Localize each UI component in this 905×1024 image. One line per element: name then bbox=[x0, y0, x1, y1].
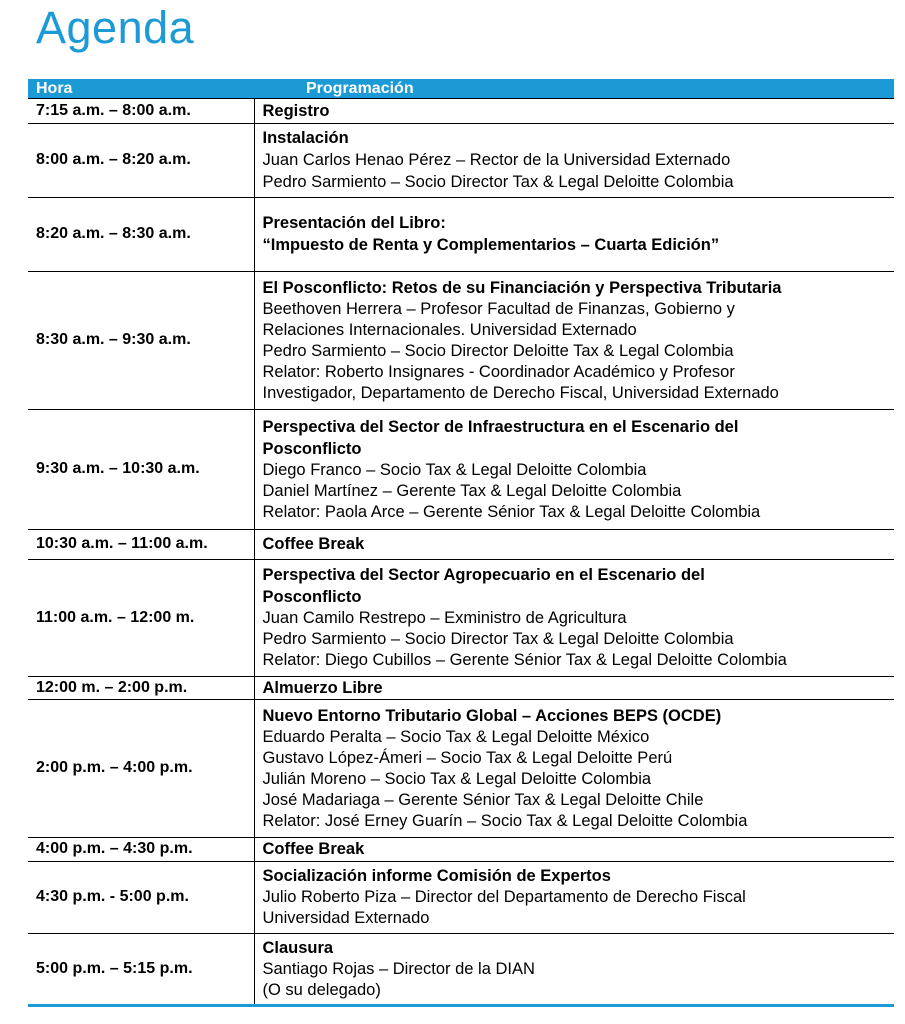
session-line: Diego Franco – Socio Tax & Legal Deloitte Colombia bbox=[262, 460, 647, 479]
session-title: Coffee Break bbox=[262, 535, 365, 553]
row-time: 7:15 a.m. – 8:00 a.m. bbox=[28, 98, 254, 123]
row-program bbox=[254, 699, 894, 837]
row-program bbox=[254, 933, 894, 1005]
session-title: Coffee Break bbox=[262, 840, 365, 858]
session-title: Almuerzo Libre bbox=[262, 678, 383, 697]
session-title: Nuevo Entorno Tributario Global – Acciones BEPS (OCDE) bbox=[262, 706, 722, 725]
row-program bbox=[254, 837, 894, 861]
session-line: Gustavo López-Ámeri – Socio Tax & Legal Deloitte Perú bbox=[262, 748, 673, 767]
session-title: Perspectiva del Sector Agropecuario en el Escenario del bbox=[262, 566, 705, 584]
table-row bbox=[28, 529, 894, 559]
row-time: 9:30 a.m. – 10:30 a.m. bbox=[28, 409, 254, 529]
agenda-table bbox=[28, 79, 894, 1007]
session-line: Universidad Externado bbox=[262, 909, 430, 927]
row-program bbox=[254, 529, 894, 559]
table-row bbox=[28, 98, 894, 123]
session-line: Pedro Sarmiento – Socio Director Tax & Legal Deloitte Colombia bbox=[262, 173, 734, 191]
table-row bbox=[28, 123, 894, 197]
row-program bbox=[254, 98, 894, 123]
row-program bbox=[254, 271, 894, 409]
table-row bbox=[28, 409, 894, 529]
row-program bbox=[254, 197, 894, 271]
row-program bbox=[254, 861, 894, 933]
session-title: Clausura bbox=[262, 938, 334, 957]
page-title: Agenda bbox=[36, 2, 195, 53]
session-title: Socialización informe Comisión de Expertos bbox=[262, 867, 611, 885]
row-program bbox=[254, 559, 894, 676]
session-line: Relator: Diego Cubillos – Gerente Sénior Tax & Legal Deloitte Colombia bbox=[262, 651, 787, 669]
row-program bbox=[254, 676, 894, 699]
row-time: 4:00 p.m. – 4:30 p.m. bbox=[28, 837, 254, 861]
header-time: Hora bbox=[36, 79, 73, 97]
session-line: (O su delegado) bbox=[262, 980, 381, 999]
row-time: 12:00 m. – 2:00 p.m. bbox=[28, 676, 254, 699]
row-time: 8:30 a.m. – 9:30 a.m. bbox=[28, 271, 254, 409]
session-subtitle: Posconflicto bbox=[262, 439, 362, 458]
header-program: Programación bbox=[306, 79, 414, 97]
table-row bbox=[28, 559, 894, 676]
session-title: Presentación del Libro: bbox=[262, 214, 446, 232]
table-row bbox=[28, 197, 894, 271]
session-title: Instalación bbox=[262, 129, 349, 147]
session-line: Juan Camilo Restrepo – Exministro de Agricultura bbox=[262, 609, 627, 627]
row-time: 4:30 p.m. - 5:00 p.m. bbox=[28, 861, 254, 933]
session-line: Beethoven Herrera – Profesor Facultad de Finanzas, Gobierno y bbox=[262, 299, 735, 318]
session-title: El Posconflicto: Retos de su Financiación y Perspectiva Tributaria bbox=[262, 278, 782, 297]
session-title: Registro bbox=[262, 101, 330, 120]
session-line: Julián Moreno – Socio Tax & Legal Deloitte Colombia bbox=[262, 769, 652, 788]
session-line: Eduardo Peralta – Socio Tax & Legal Deloitte México bbox=[262, 727, 650, 746]
table-header bbox=[28, 79, 894, 98]
session-line: Relaciones Internacionales. Universidad Externado bbox=[262, 320, 637, 339]
row-program bbox=[254, 123, 894, 197]
session-line: Relator: Roberto Insignares - Coordinador Académico y Profesor bbox=[262, 362, 735, 381]
session-title: Perspectiva del Sector de Infraestructura en el Escenario del bbox=[262, 417, 739, 436]
session-line: Pedro Sarmiento – Socio Director Deloitte Tax & Legal Colombia bbox=[262, 341, 734, 360]
session-line: Investigador, Departamento de Derecho Fiscal, Universidad Externado bbox=[262, 383, 779, 402]
row-program bbox=[254, 409, 894, 529]
session-line: Relator: Paola Arce – Gerente Sénior Tax & Legal Deloitte Colombia bbox=[262, 502, 761, 521]
row-time: 10:30 a.m. – 11:00 a.m. bbox=[28, 529, 254, 559]
session-line: José Madariaga – Gerente Sénior Tax & Legal Deloitte Chile bbox=[262, 790, 704, 809]
session-line: Santiago Rojas – Director de la DIAN bbox=[262, 959, 535, 978]
row-time: 8:20 a.m. – 8:30 a.m. bbox=[28, 197, 254, 271]
session-line: Pedro Sarmiento – Socio Director Tax & Legal Deloitte Colombia bbox=[262, 630, 734, 648]
table-row bbox=[28, 861, 894, 933]
row-time: 5:00 p.m. – 5:15 p.m. bbox=[28, 933, 254, 1005]
table-row bbox=[28, 933, 894, 1005]
table-row bbox=[28, 699, 894, 837]
session-line: Daniel Martínez – Gerente Tax & Legal Deloitte Colombia bbox=[262, 481, 682, 500]
row-time: 11:00 a.m. – 12:00 m. bbox=[28, 559, 254, 676]
table-row bbox=[28, 676, 894, 699]
table-row bbox=[28, 837, 894, 861]
session-subtitle: “Impuesto de Renta y Complementarios – Cuarta Edición” bbox=[262, 236, 720, 254]
row-time: 2:00 p.m. – 4:00 p.m. bbox=[28, 699, 254, 837]
row-time: 8:00 a.m. – 8:20 a.m. bbox=[28, 123, 254, 197]
session-line: Julio Roberto Piza – Director del Departamento de Derecho Fiscal bbox=[262, 888, 746, 906]
session-subtitle: Posconflicto bbox=[262, 588, 362, 606]
session-line: Relator: José Erney Guarín – Socio Tax & Legal Deloitte Colombia bbox=[262, 811, 748, 830]
session-line: Juan Carlos Henao Pérez – Rector de la Universidad Externado bbox=[262, 151, 731, 169]
table-row bbox=[28, 271, 894, 409]
